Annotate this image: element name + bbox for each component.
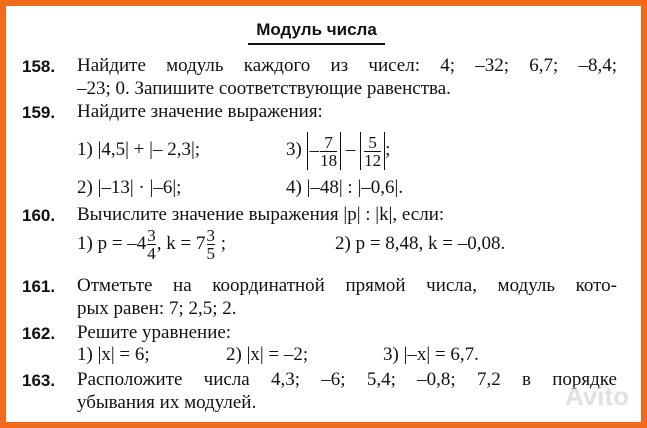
expression-part: , k = 7 <box>156 233 206 254</box>
minus-sign: – <box>309 139 320 161</box>
problem-number-159: 159. <box>22 103 56 122</box>
semicolon: ; <box>385 139 391 160</box>
page-title: Модуль числа <box>248 20 385 45</box>
numerator: 5 <box>368 132 377 152</box>
problem-163-line2: убывания их модулей. <box>77 392 257 413</box>
abs-value <box>307 132 342 170</box>
semicolon: ; <box>216 233 227 254</box>
problem-159-item4: 4) |–48| : |–0,6|. <box>286 177 404 198</box>
problem-number-162: 162. <box>22 324 56 343</box>
fraction <box>207 227 216 262</box>
fraction <box>320 134 337 169</box>
denominator: 12 <box>364 150 382 170</box>
fraction <box>147 227 156 262</box>
problem-162-item3: 3) |–x| = 6,7. <box>383 344 479 365</box>
problem-number-160: 160. <box>22 206 56 225</box>
denominator: 5 <box>206 244 216 264</box>
numerator: 3 <box>206 226 216 246</box>
problem-161-line2: рых равен: 7; 2,5; 2. <box>77 298 237 319</box>
fraction <box>364 134 381 169</box>
problem-163-line1: Расположите числа 4,3; –6; 5,4; –0,8; 7,2 в порядке <box>77 369 617 390</box>
problem-161-line1: Отметьте на координатной прямой числа, модуль кото- <box>77 275 617 296</box>
problem-159-item1: 1) |4,5| + |– 2,3|; <box>77 139 201 160</box>
item-label: 3) <box>286 139 302 160</box>
problem-160-item1 <box>77 224 226 264</box>
abs-value <box>360 132 385 170</box>
problem-162-item2: 2) |x| = –2; <box>226 344 309 365</box>
denominator: 18 <box>320 150 338 170</box>
problem-number-163: 163. <box>22 371 56 390</box>
problem-162-item1: 1) |x| = 6; <box>77 344 150 365</box>
denominator: 4 <box>147 244 156 264</box>
problem-number-161: 161. <box>22 277 56 296</box>
avito-watermark: Avito <box>564 381 629 411</box>
problem-158-line1: Найдите модуль каждого из чисел: 4; –32; 6,7; –8,4; <box>77 55 617 76</box>
problem-158-line2: –23; 0. Запишите соответствующие равенства. <box>77 78 451 99</box>
problem-160-item2: 2) p = 8,48, k = –0,08. <box>335 233 506 254</box>
textbook-page <box>6 6 641 422</box>
problem-159-item2: 2) |–13| · |–6|; <box>77 177 182 198</box>
minus-sign: – <box>345 139 356 160</box>
expression-part: 1) p = –4 <box>77 233 147 254</box>
numerator: 7 <box>324 132 333 152</box>
problem-159-text: Найдите значение выражения: <box>77 101 323 122</box>
problem-159-item3 <box>286 131 390 170</box>
problem-162-text: Решите уравнение: <box>77 322 232 343</box>
numerator: 3 <box>147 226 156 246</box>
problem-160-text: Вычислите значение выражения |p| : |k|, если: <box>77 204 445 225</box>
problem-number-158: 158. <box>22 57 56 76</box>
